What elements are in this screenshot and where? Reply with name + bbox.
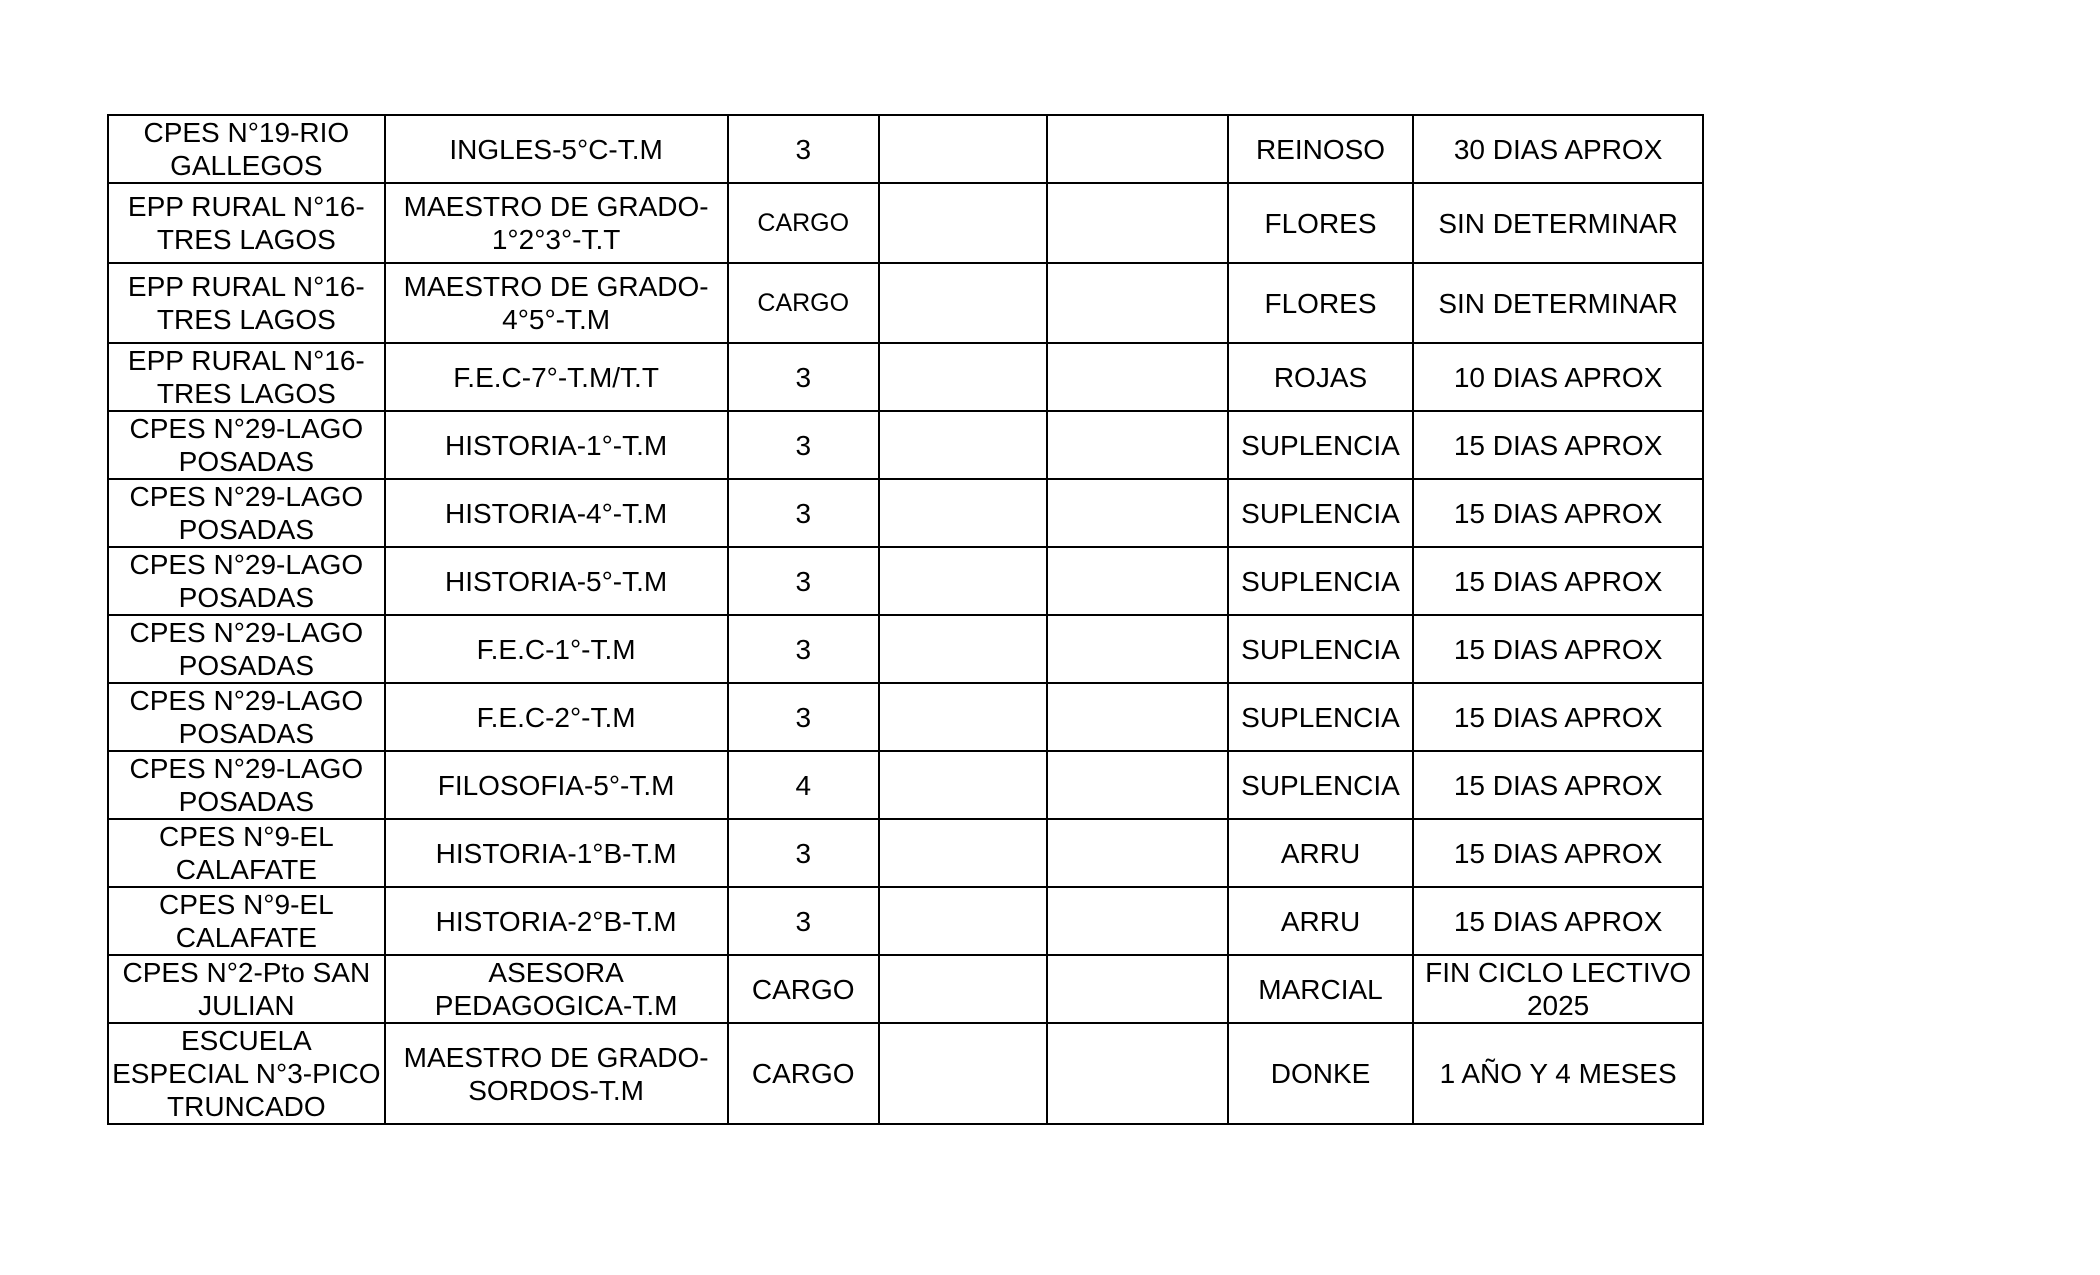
name-cell — [1228, 411, 1413, 479]
subject-text: HISTORIA-4°-T.M — [444, 497, 668, 529]
name-text: SUPLENCIA — [1241, 701, 1400, 733]
duration-text: 15 DIAS APROX — [1453, 497, 1663, 529]
empty-cell-4 — [879, 615, 1047, 683]
empty-cell-5 — [1047, 819, 1227, 887]
subject-cell — [385, 547, 728, 615]
empty-cell-4 — [879, 1023, 1047, 1124]
name-cell — [1228, 263, 1413, 343]
name-cell — [1228, 887, 1413, 955]
school-text: CPES N°9-EL CALAFATE — [159, 821, 334, 885]
subject-cell — [385, 955, 728, 1023]
duration-cell — [1413, 263, 1703, 343]
duration-cell — [1413, 955, 1703, 1023]
duration-text: 15 DIAS APROX — [1453, 701, 1663, 733]
duration-text: 15 DIAS APROX — [1453, 769, 1663, 801]
school-cell — [108, 751, 385, 819]
school-text: EPP RURAL N°16-TRES LAGOS — [127, 191, 365, 255]
subject-cell — [385, 263, 728, 343]
school-cell — [108, 547, 385, 615]
hours-cell — [728, 263, 879, 343]
hours-cell — [728, 411, 879, 479]
empty-cell-5 — [1047, 411, 1227, 479]
hours-text: 3 — [795, 497, 812, 529]
name-text: DONKE — [1270, 1058, 1371, 1089]
subject-text: HISTORIA-1°B-T.M — [435, 837, 677, 869]
empty-cell-4 — [879, 887, 1047, 955]
empty-cell-4 — [879, 343, 1047, 411]
table-row — [108, 1023, 1703, 1124]
empty-cell-5 — [1047, 263, 1227, 343]
hours-text: 4 — [795, 769, 812, 801]
duration-cell — [1413, 1023, 1703, 1124]
hours-text: 3 — [795, 633, 812, 665]
school-text: CPES N°29-LAGO POSADAS — [129, 685, 364, 749]
empty-cell-4 — [879, 955, 1047, 1023]
subject-text: MAESTRO DE GRADO-4°5°-T.M — [403, 271, 709, 335]
empty-cell-4 — [879, 263, 1047, 343]
school-cell — [108, 183, 385, 263]
name-cell — [1228, 615, 1413, 683]
empty-cell-5 — [1047, 115, 1227, 183]
hours-cell — [728, 751, 879, 819]
name-cell — [1228, 479, 1413, 547]
name-text: SUPLENCIA — [1241, 633, 1400, 665]
subject-cell — [385, 683, 728, 751]
hours-cell — [728, 115, 879, 183]
school-text: CPES N°9-EL CALAFATE — [159, 889, 334, 953]
empty-cell-4 — [879, 479, 1047, 547]
name-cell — [1228, 547, 1413, 615]
name-text: SUPLENCIA — [1241, 497, 1400, 529]
hours-cell — [728, 955, 879, 1023]
hours-cell — [728, 343, 879, 411]
school-cell — [108, 343, 385, 411]
empty-cell-5 — [1047, 887, 1227, 955]
subject-text: F.E.C-2°-T.M — [476, 701, 636, 733]
hours-cell — [728, 615, 879, 683]
name-cell — [1228, 115, 1413, 183]
hours-text: CARGO — [751, 973, 855, 1005]
school-text: CPES N°29-LAGO POSADAS — [129, 753, 364, 817]
hours-cell — [728, 1023, 879, 1124]
school-cell — [108, 1023, 385, 1124]
school-text: EPP RURAL N°16-TRES LAGOS — [127, 345, 365, 409]
hours-cell — [728, 887, 879, 955]
subject-text: ASESORA PEDAGOGICA-T.M — [434, 957, 678, 1021]
table-row — [108, 683, 1703, 751]
school-cell — [108, 615, 385, 683]
subject-text: HISTORIA-5°-T.M — [444, 565, 668, 597]
duration-cell — [1413, 115, 1703, 183]
subject-text: F.E.C-1°-T.M — [476, 633, 636, 665]
table-row — [108, 479, 1703, 547]
school-cell — [108, 479, 385, 547]
subject-cell — [385, 479, 728, 547]
name-text: FLORES — [1264, 287, 1377, 319]
duration-cell — [1413, 547, 1703, 615]
empty-cell-4 — [879, 115, 1047, 183]
school-text: EPP RURAL N°16-TRES LAGOS — [127, 271, 365, 335]
subject-cell — [385, 1023, 728, 1124]
name-cell — [1228, 955, 1413, 1023]
subject-text: FILOSOFIA-5°-T.M — [437, 769, 675, 801]
name-cell — [1228, 1023, 1413, 1124]
subject-cell — [385, 751, 728, 819]
school-cell — [108, 955, 385, 1023]
duration-cell — [1413, 479, 1703, 547]
school-cell — [108, 887, 385, 955]
subject-text: INGLES-5°C-T.M — [449, 133, 663, 165]
name-text: SUPLENCIA — [1241, 429, 1400, 461]
table-row — [108, 547, 1703, 615]
name-cell — [1228, 751, 1413, 819]
empty-cell-4 — [879, 547, 1047, 615]
subject-cell — [385, 183, 728, 263]
school-text: CPES N°29-LAGO POSADAS — [129, 617, 364, 681]
subject-text: HISTORIA-1°-T.M — [444, 429, 668, 461]
name-text: REINOSO — [1255, 133, 1386, 165]
empty-cell-5 — [1047, 343, 1227, 411]
name-text: MARCIAL — [1258, 973, 1383, 1005]
empty-cell-5 — [1047, 615, 1227, 683]
subject-text: MAESTRO DE GRADO-1°2°3°-T.T — [403, 191, 709, 255]
school-text: CPES N°2-Pto SAN JULIAN — [122, 957, 371, 1021]
empty-cell-4 — [879, 751, 1047, 819]
subject-cell — [385, 819, 728, 887]
table-row — [108, 819, 1703, 887]
table-row — [108, 751, 1703, 819]
school-text: ESCUELA ESPECIAL N°3-PICO TRUNCADO — [112, 1025, 381, 1122]
table-row — [108, 887, 1703, 955]
table-row — [108, 263, 1703, 343]
hours-cell — [728, 183, 879, 263]
hours-cell — [728, 683, 879, 751]
duration-cell — [1413, 683, 1703, 751]
school-text: CPES N°29-LAGO POSADAS — [129, 481, 364, 545]
school-cell — [108, 263, 385, 343]
school-cell — [108, 411, 385, 479]
duration-text: 15 DIAS APROX — [1453, 429, 1663, 461]
school-cell — [108, 115, 385, 183]
empty-cell-5 — [1047, 955, 1227, 1023]
duration-text: 10 DIAS APROX — [1453, 361, 1663, 393]
school-cell — [108, 819, 385, 887]
empty-cell-5 — [1047, 1023, 1227, 1124]
duration-text: SIN DETERMINAR — [1438, 207, 1678, 239]
empty-cell-4 — [879, 183, 1047, 263]
table-row — [108, 115, 1703, 183]
duration-cell — [1413, 183, 1703, 263]
school-text: CPES N°19-RIO GALLEGOS — [143, 117, 350, 181]
subject-text: HISTORIA-2°B-T.M — [435, 905, 677, 937]
empty-cell-5 — [1047, 683, 1227, 751]
assignments-table — [107, 114, 1704, 1125]
name-cell — [1228, 819, 1413, 887]
hours-text: CARGO — [757, 288, 850, 317]
empty-cell-5 — [1047, 547, 1227, 615]
empty-cell-4 — [879, 683, 1047, 751]
empty-cell-4 — [879, 411, 1047, 479]
hours-text: 3 — [795, 361, 812, 393]
table-body — [108, 115, 1703, 1124]
subject-cell — [385, 887, 728, 955]
hours-cell — [728, 819, 879, 887]
name-text: SUPLENCIA — [1241, 769, 1400, 801]
name-text: SUPLENCIA — [1241, 565, 1400, 597]
duration-cell — [1413, 343, 1703, 411]
subject-text: F.E.C-7°-T.M/T.T — [453, 361, 659, 393]
table-row — [108, 343, 1703, 411]
subject-cell — [385, 411, 728, 479]
duration-cell — [1413, 411, 1703, 479]
hours-text: 3 — [795, 905, 812, 937]
hours-text: 3 — [795, 701, 812, 733]
name-cell — [1228, 343, 1413, 411]
duration-cell — [1413, 819, 1703, 887]
school-cell — [108, 683, 385, 751]
name-text: FLORES — [1264, 207, 1377, 239]
empty-cell-5 — [1047, 751, 1227, 819]
subject-text: MAESTRO DE GRADO-SORDOS-T.M — [403, 1041, 709, 1106]
duration-cell — [1413, 887, 1703, 955]
hours-text: 3 — [795, 565, 812, 597]
hours-text: 3 — [795, 837, 812, 869]
duration-text: 15 DIAS APROX — [1453, 633, 1663, 665]
table-row — [108, 955, 1703, 1023]
duration-text: 15 DIAS APROX — [1453, 837, 1663, 869]
duration-text: 15 DIAS APROX — [1453, 905, 1663, 937]
school-text: CPES N°29-LAGO POSADAS — [129, 549, 364, 613]
hours-text: CARGO — [751, 1058, 855, 1089]
name-text: ARRU — [1280, 905, 1361, 937]
name-text: ARRU — [1280, 837, 1361, 869]
duration-cell — [1413, 751, 1703, 819]
subject-cell — [385, 615, 728, 683]
duration-text: 30 DIAS APROX — [1453, 133, 1663, 165]
duration-cell — [1413, 615, 1703, 683]
subject-cell — [385, 115, 728, 183]
name-text: ROJAS — [1273, 361, 1368, 393]
name-cell — [1228, 683, 1413, 751]
hours-cell — [728, 479, 879, 547]
empty-cell-5 — [1047, 479, 1227, 547]
duration-text: 15 DIAS APROX — [1453, 565, 1663, 597]
table-row — [108, 411, 1703, 479]
duration-text: SIN DETERMINAR — [1438, 287, 1678, 319]
empty-cell-5 — [1047, 183, 1227, 263]
empty-cell-4 — [879, 819, 1047, 887]
duration-text: 1 AÑO Y 4 MESES — [1439, 1058, 1677, 1089]
subject-cell — [385, 343, 728, 411]
hours-cell — [728, 547, 879, 615]
hours-text: 3 — [795, 133, 812, 165]
school-text: CPES N°29-LAGO POSADAS — [129, 413, 364, 477]
name-cell — [1228, 183, 1413, 263]
hours-text: CARGO — [757, 208, 850, 237]
table-row — [108, 183, 1703, 263]
table-row — [108, 615, 1703, 683]
hours-text: 3 — [795, 429, 812, 461]
duration-text: FIN CICLO LECTIVO 2025 — [1425, 957, 1692, 1021]
